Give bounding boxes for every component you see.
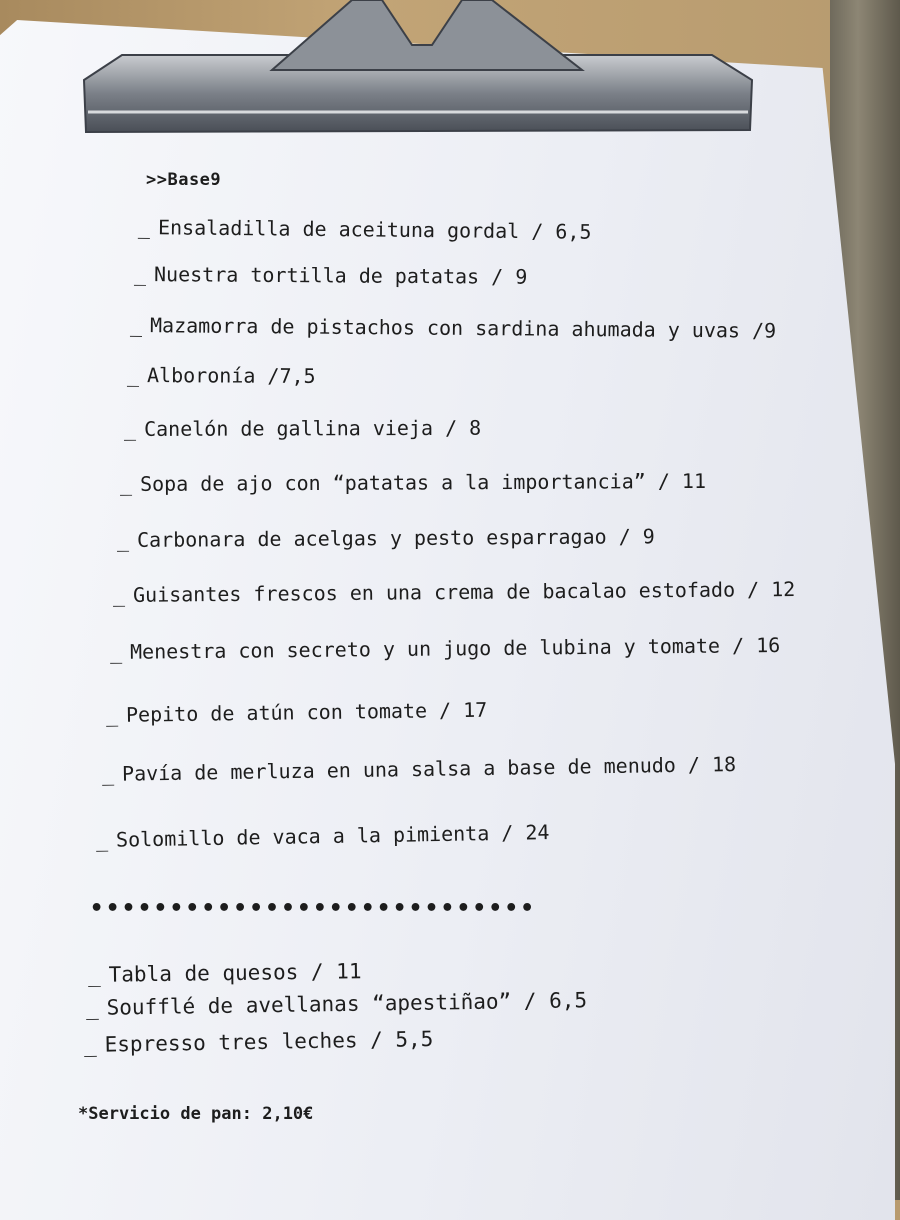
menu-item: _ Solomillo de vaca a la pimienta / 24 [95,820,550,852]
menu-item: _ Ensaladilla de aceituna gordal / 6,5 [137,215,592,244]
menu-title: >>Base9 [146,170,222,190]
menu-item: _ Alboronía /7,5 [126,363,316,388]
menu-item: _ Carbonara de acelgas y pesto esparragao / 9 [116,524,655,552]
menu-item: _ Canelón de gallina vieja / 8 [123,415,482,441]
separator-dots: •••••••••••••••••••••••••••• [90,896,537,921]
menu-item: _ Pepito de atún con tomate / 17 [105,697,488,727]
menu-item: _ Guisantes frescos en una crema de bacalao estofado / 12 [112,577,796,607]
menu-item: _ Pavía de merluza en una salsa a base de menudo / 18 [101,752,737,786]
menu-item: _ Nuestra tortilla de patatas / 9 [133,262,528,289]
dessert-item: _ Tabla de quesos / 11 [87,959,362,987]
menu-item: _ Mazamorra de pistachos con sardina ahumada y uvas /9 [129,313,777,343]
menu-item: _ Menestra con secreto y un jugo de lubina y tomate / 16 [109,632,781,664]
dessert-item: _ Soufflé de avellanas “apestiñao” / 6,5 [85,988,588,1020]
menu-item: _ Sopa de ajo con “patatas a la importancia” / 11 [119,468,707,496]
bread-service-note: *Servicio de pan: 2,10€ [78,1104,314,1124]
dessert-item: _ Espresso tres leches / 5,5 [83,1026,434,1057]
